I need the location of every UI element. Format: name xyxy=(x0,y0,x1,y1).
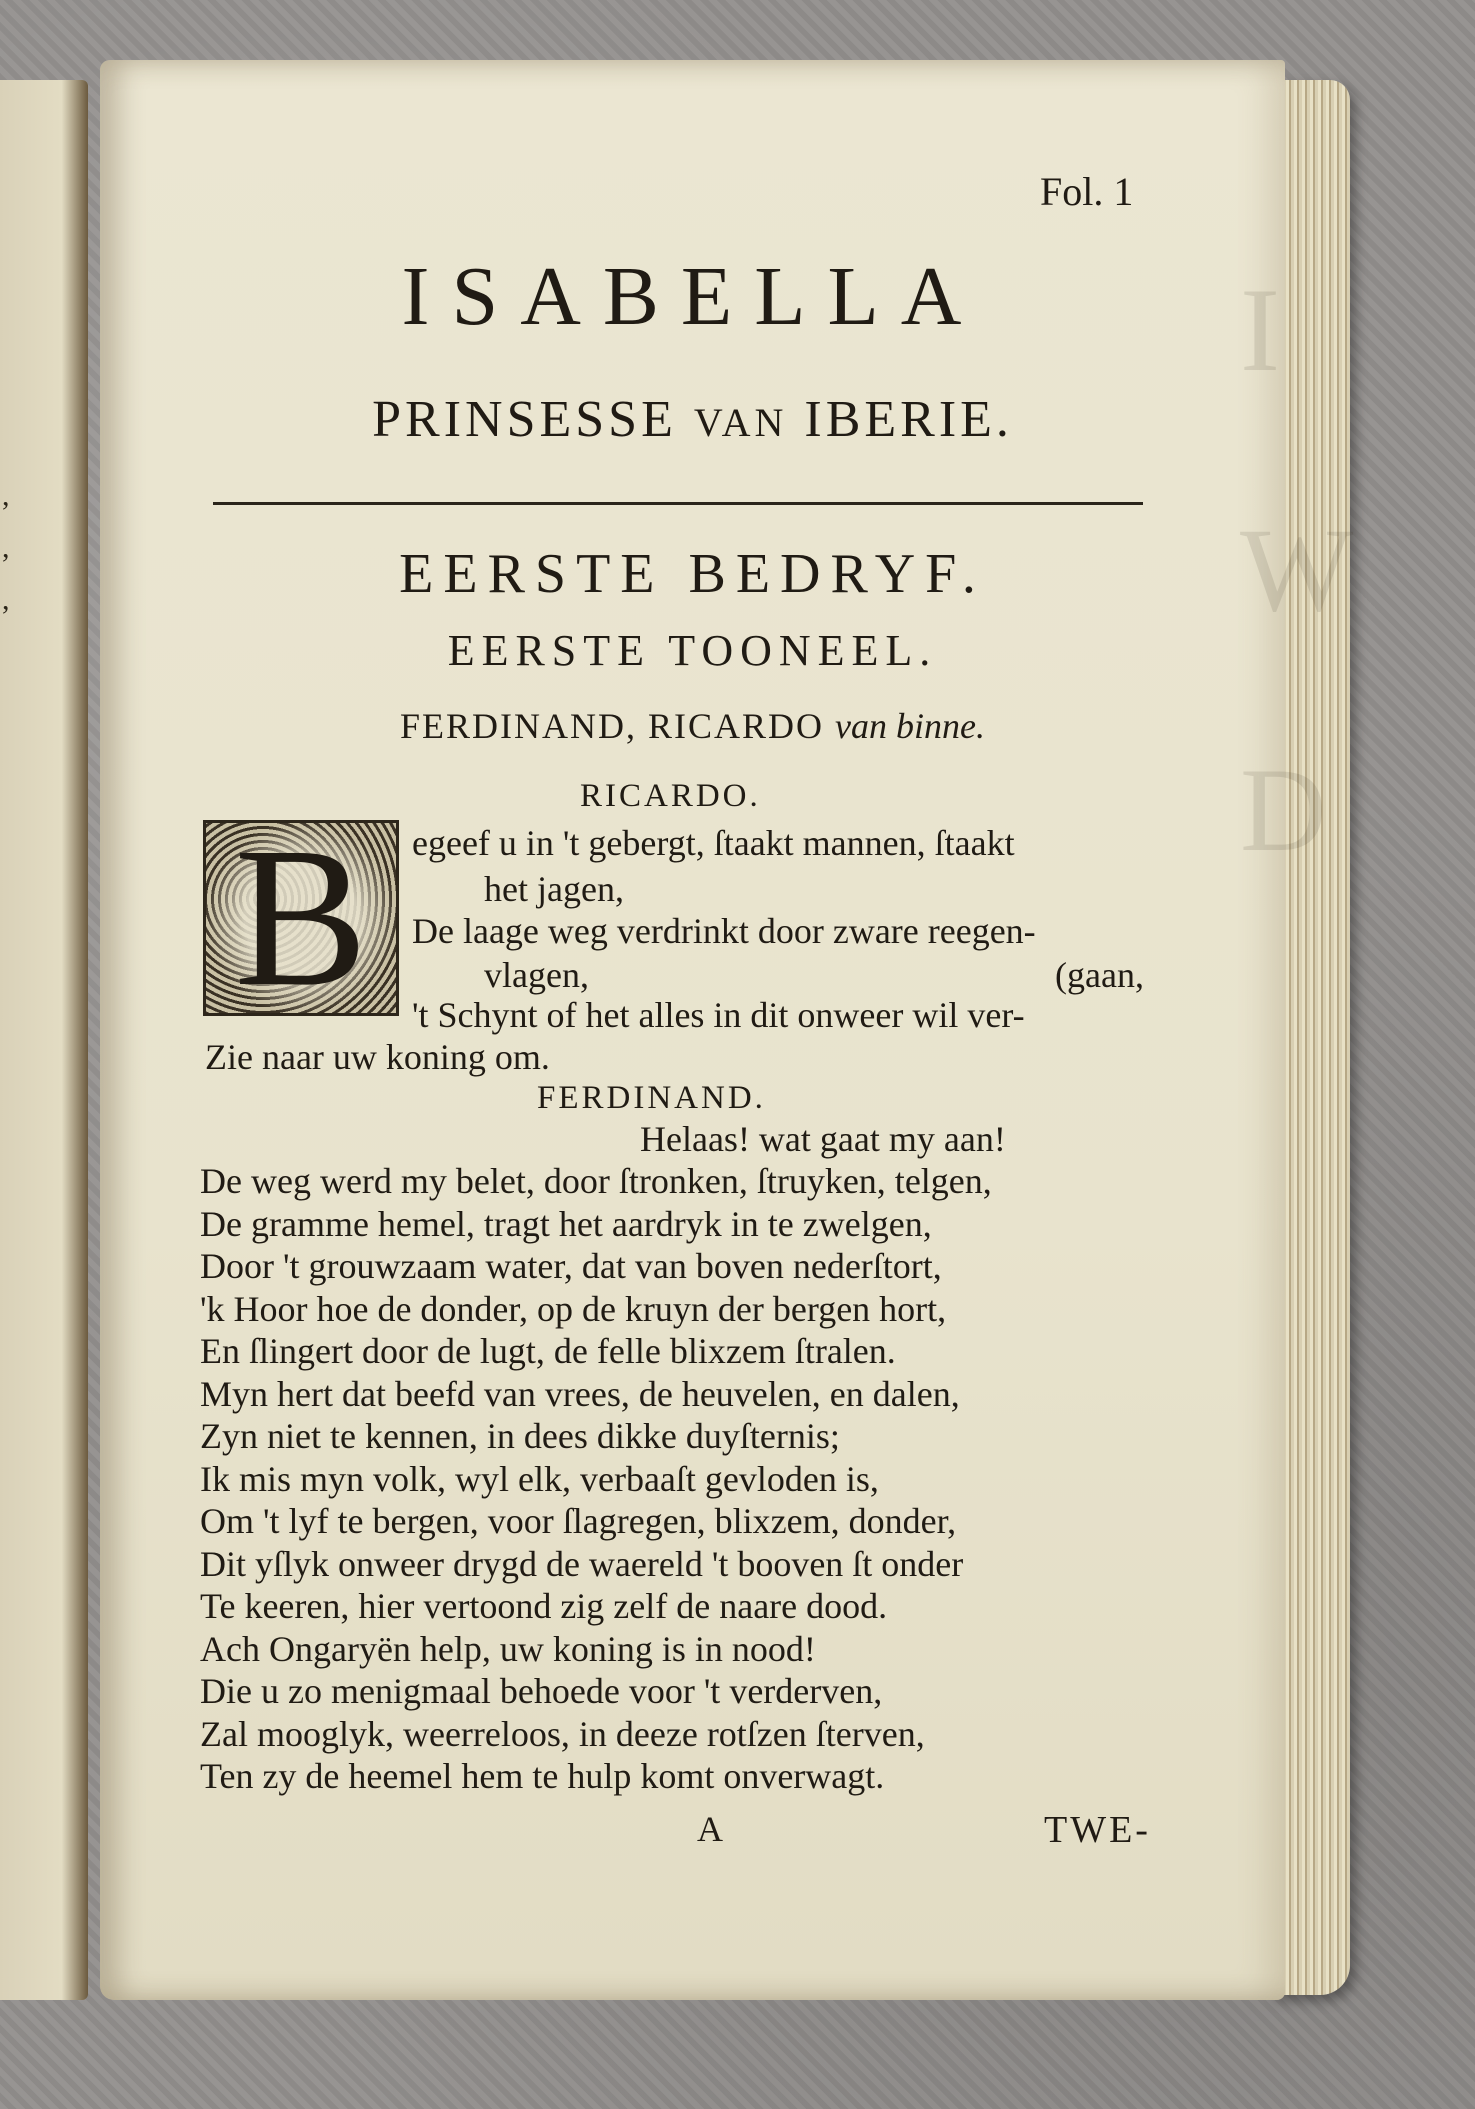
act-heading: EERSTE BEDRYF. xyxy=(399,543,986,605)
verse-line: Ach Ongaryën help, uw koning is in nood! xyxy=(200,1628,816,1669)
verse-line: Ik mis myn volk, wyl elk, verbaaſt gevloden is, xyxy=(200,1458,879,1499)
verse-turnover: (gaan, xyxy=(1055,955,1144,995)
verse-line: egeef u in 't gebergt, ſtaakt mannen, ſtaakt xyxy=(412,823,1015,863)
verse-line: 'k Hoor hoe de donder, op de kruyn der bergen hort, xyxy=(200,1288,947,1329)
decorated-initial xyxy=(203,807,399,1028)
verse-line: De weg werd my belet, door ſtronken, ſtruyken, telgen, xyxy=(200,1161,992,1201)
subtitle-part-2: VAN xyxy=(693,400,788,445)
verse-line: Ten zy de heemel hem te hulp komt onverwagt. xyxy=(200,1756,885,1796)
verse-line: Zyn niet te kennen, in dees dikke duyſternis; xyxy=(200,1416,840,1456)
signature-mark: A xyxy=(697,1809,723,1849)
verse-line: vlagen, xyxy=(484,955,589,995)
scene-heading: EERSTE TOONEEL. xyxy=(447,626,938,675)
verse-line: 't Schynt of het alles in dit onweer wil ver- xyxy=(412,995,1025,1035)
verse-line: Te keeren, hier vertoond zig zelf de naare dood. xyxy=(200,1586,888,1626)
subtitle-part-3: IBERIE. xyxy=(804,391,1013,448)
speaker-ferdinand: FERDINAND. xyxy=(537,1080,766,1116)
verse-line: Zie naar uw koning om. xyxy=(205,1037,550,1077)
folio-number: Fol. 1 xyxy=(1040,169,1134,214)
verse-line: Helaas! wat gaat my aan! xyxy=(640,1119,1006,1159)
verse-line: Die u zo menigmaal behoede voor 't verderven, xyxy=(200,1671,883,1711)
persons-stage-note: van binne. xyxy=(835,706,985,746)
verse-line: Om 't lyf te bergen, voor ſlagregen, blixzem, donder, xyxy=(200,1501,957,1541)
verse-line: Dit yſlyk onweer drygd de waereld 't booven ſt onder xyxy=(200,1543,964,1584)
verse-line: De gramme hemel, tragt het aardryk in te zwelgen, xyxy=(200,1203,932,1244)
persons-names: FERDINAND, RICARDO xyxy=(400,706,825,746)
verse-line: het jagen, xyxy=(484,869,624,909)
verse-line: De laage weg verdrinkt door zware reegen- xyxy=(412,911,1036,951)
left-page-marks: , , , xyxy=(2,479,10,616)
subtitle-part-1: PRINSESSE xyxy=(372,391,677,448)
play-subtitle xyxy=(0,390,1385,449)
speaker-ricardo: RICARDO. xyxy=(580,778,761,814)
verse-line: En ſlingert door de lugt, de felle blixzem ſtralen. xyxy=(200,1331,896,1371)
catchword: TWE- xyxy=(1044,1809,1151,1851)
verse-line: Myn hert dat beefd van vrees, de heuvelen, en dalen, xyxy=(200,1373,960,1414)
verse-line: Door 't grouwzaam water, dat van boven nederſtort, xyxy=(200,1246,942,1286)
title-rule xyxy=(213,502,1143,505)
verse-line: Zal mooglyk, weerreloos, in deeze rotſzen ſterven, xyxy=(200,1713,925,1754)
play-title: ISABELLA xyxy=(401,250,984,343)
bleed-through-text: I W D xyxy=(1240,263,1354,876)
left-page-edge xyxy=(0,80,88,2000)
initial-letter: B xyxy=(206,823,396,1013)
persons-line xyxy=(0,705,1385,747)
